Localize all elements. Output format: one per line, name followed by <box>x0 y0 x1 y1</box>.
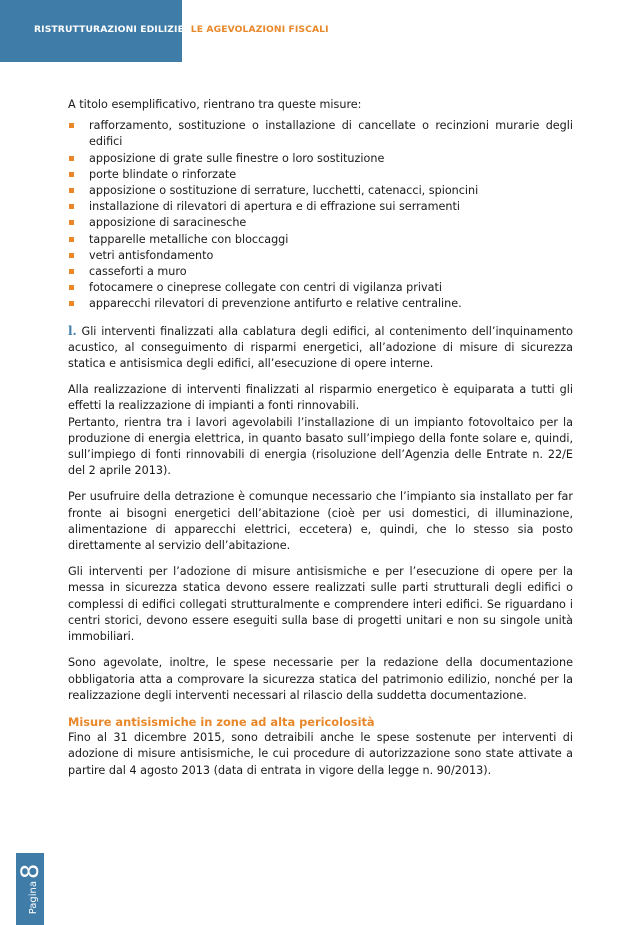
header-title: RISTRUTTURAZIONI EDILIZIE: <box>34 24 188 35</box>
square-bullet-icon <box>69 172 74 177</box>
list-item: fotocamere o cineprese collegate con centri di vigilanza privati <box>68 280 573 296</box>
section-heading: Misure antisismiche in zone ad alta pericolosità <box>68 714 375 729</box>
paragraph: Fino al 31 dicembre 2015, sono detraibili anche le spese sostenute per interventi di adozione di misure antisismiche, le cui procedure di autorizzazione sono state attivate a partire dal 4 agosto 2013 (data di entrata in vigore della legge n. 90/2013). <box>68 731 573 777</box>
running-header <box>34 24 329 35</box>
page-label <box>16 864 44 915</box>
square-bullet-icon <box>69 285 74 290</box>
list-item: casseforti a muro <box>68 264 573 280</box>
intro-text: A titolo esemplificativo, rientrano tra queste misure: <box>68 98 362 111</box>
paragraph: Alla realizzazione di interventi finalizzati al risparmio energetico è equiparata a tutti gli effetti la realizzazione di impianti a fonti rinnovabili. <box>68 383 573 413</box>
paragraph: Pertanto, rientra tra i lavori agevolabili l’installazione di un impianto fotovoltaico per la produzione di energia elettrica, in quanto basato sull’impiego della fonte solare e, quindi, sull’impiego di fonti rinnovabili di energia (risoluzione dell’Agenzia delle Entrate n. 22/E del 2 aprile 2013). <box>68 415 573 478</box>
square-bullet-icon <box>69 253 74 258</box>
list-item: apposizione o sostituzione di serrature, lucchetti, catenacci, spioncini <box>68 183 573 199</box>
point-marker: l. <box>68 323 77 338</box>
measures-list <box>68 118 573 312</box>
point-l-paragraph: l. Gli interventi finalizzati alla cablatura degli edifici, al contenimento dell’inquinamento acustico, al conseguimento di risparmi energetici, all’adozione di misure di sicurezza statica e antisismica degli edifici, all’esecuzione di opere interne. <box>68 323 573 371</box>
list-item: tapparelle metalliche con bloccaggi <box>68 232 573 248</box>
list-item: rafforzamento, sostituzione o installazione di cancellate o recinzioni murarie degli edifici <box>68 118 573 150</box>
square-bullet-icon <box>69 301 74 306</box>
paragraph: Per usufruire della detrazione è comunque necessario che l’impianto sia installato per far fronte ai bisogni energetici dell’abitazione (cioè per usi domestici, di illuminazione, alimentazione di apparecchi elettrici, eccetera) e, quindi, che lo stesso sia posto direttamente al servizio dell’abitazione. <box>68 490 573 553</box>
header-subtitle: LE AGEVOLAZIONI FISCALI <box>190 24 329 35</box>
list-item: apparecchi rilevatori di prevenzione antifurto e relative centraline. <box>68 296 573 312</box>
square-bullet-icon <box>69 188 74 193</box>
square-bullet-icon <box>69 220 74 225</box>
square-bullet-icon <box>69 237 74 242</box>
page-content <box>68 97 573 779</box>
page-number: 8 <box>16 863 44 879</box>
list-item: apposizione di grate sulle finestre o loro sostituzione <box>68 151 573 167</box>
paragraph: Gli interventi per l’adozione di misure antisismiche e per l’esecuzione di opere per la messa in sicurezza statica devono essere realizzati sulle parti strutturali degli edifici o complessi di edifici collegati strutturalmente e comprendere interi edifici. Se riguardano i centri storici, devono essere eseguiti sulla base di progetti unitari e non su singole unità immobiliari. <box>68 565 573 644</box>
list-item: apposizione di saracinesche <box>68 215 573 231</box>
square-bullet-icon <box>69 204 74 209</box>
square-bullet-icon <box>69 123 74 128</box>
paragraph: Sono agevolate, inoltre, le spese necessarie per la redazione della documentazione obbligatoria atta a comprovare la sicurezza statica del patrimonio edilizio, nonché per la realizzazione degli interventi necessari al rilascio della suddetta documentazione. <box>68 656 573 702</box>
list-item: vetri antisfondamento <box>68 248 573 264</box>
square-bullet-icon <box>69 156 74 161</box>
list-item: installazione di rilevatori di apertura e di effrazione sui serramenti <box>68 199 573 215</box>
list-item: porte blindate o rinforzate <box>68 167 573 183</box>
page-word: Pagina <box>28 880 39 915</box>
square-bullet-icon <box>69 269 74 274</box>
